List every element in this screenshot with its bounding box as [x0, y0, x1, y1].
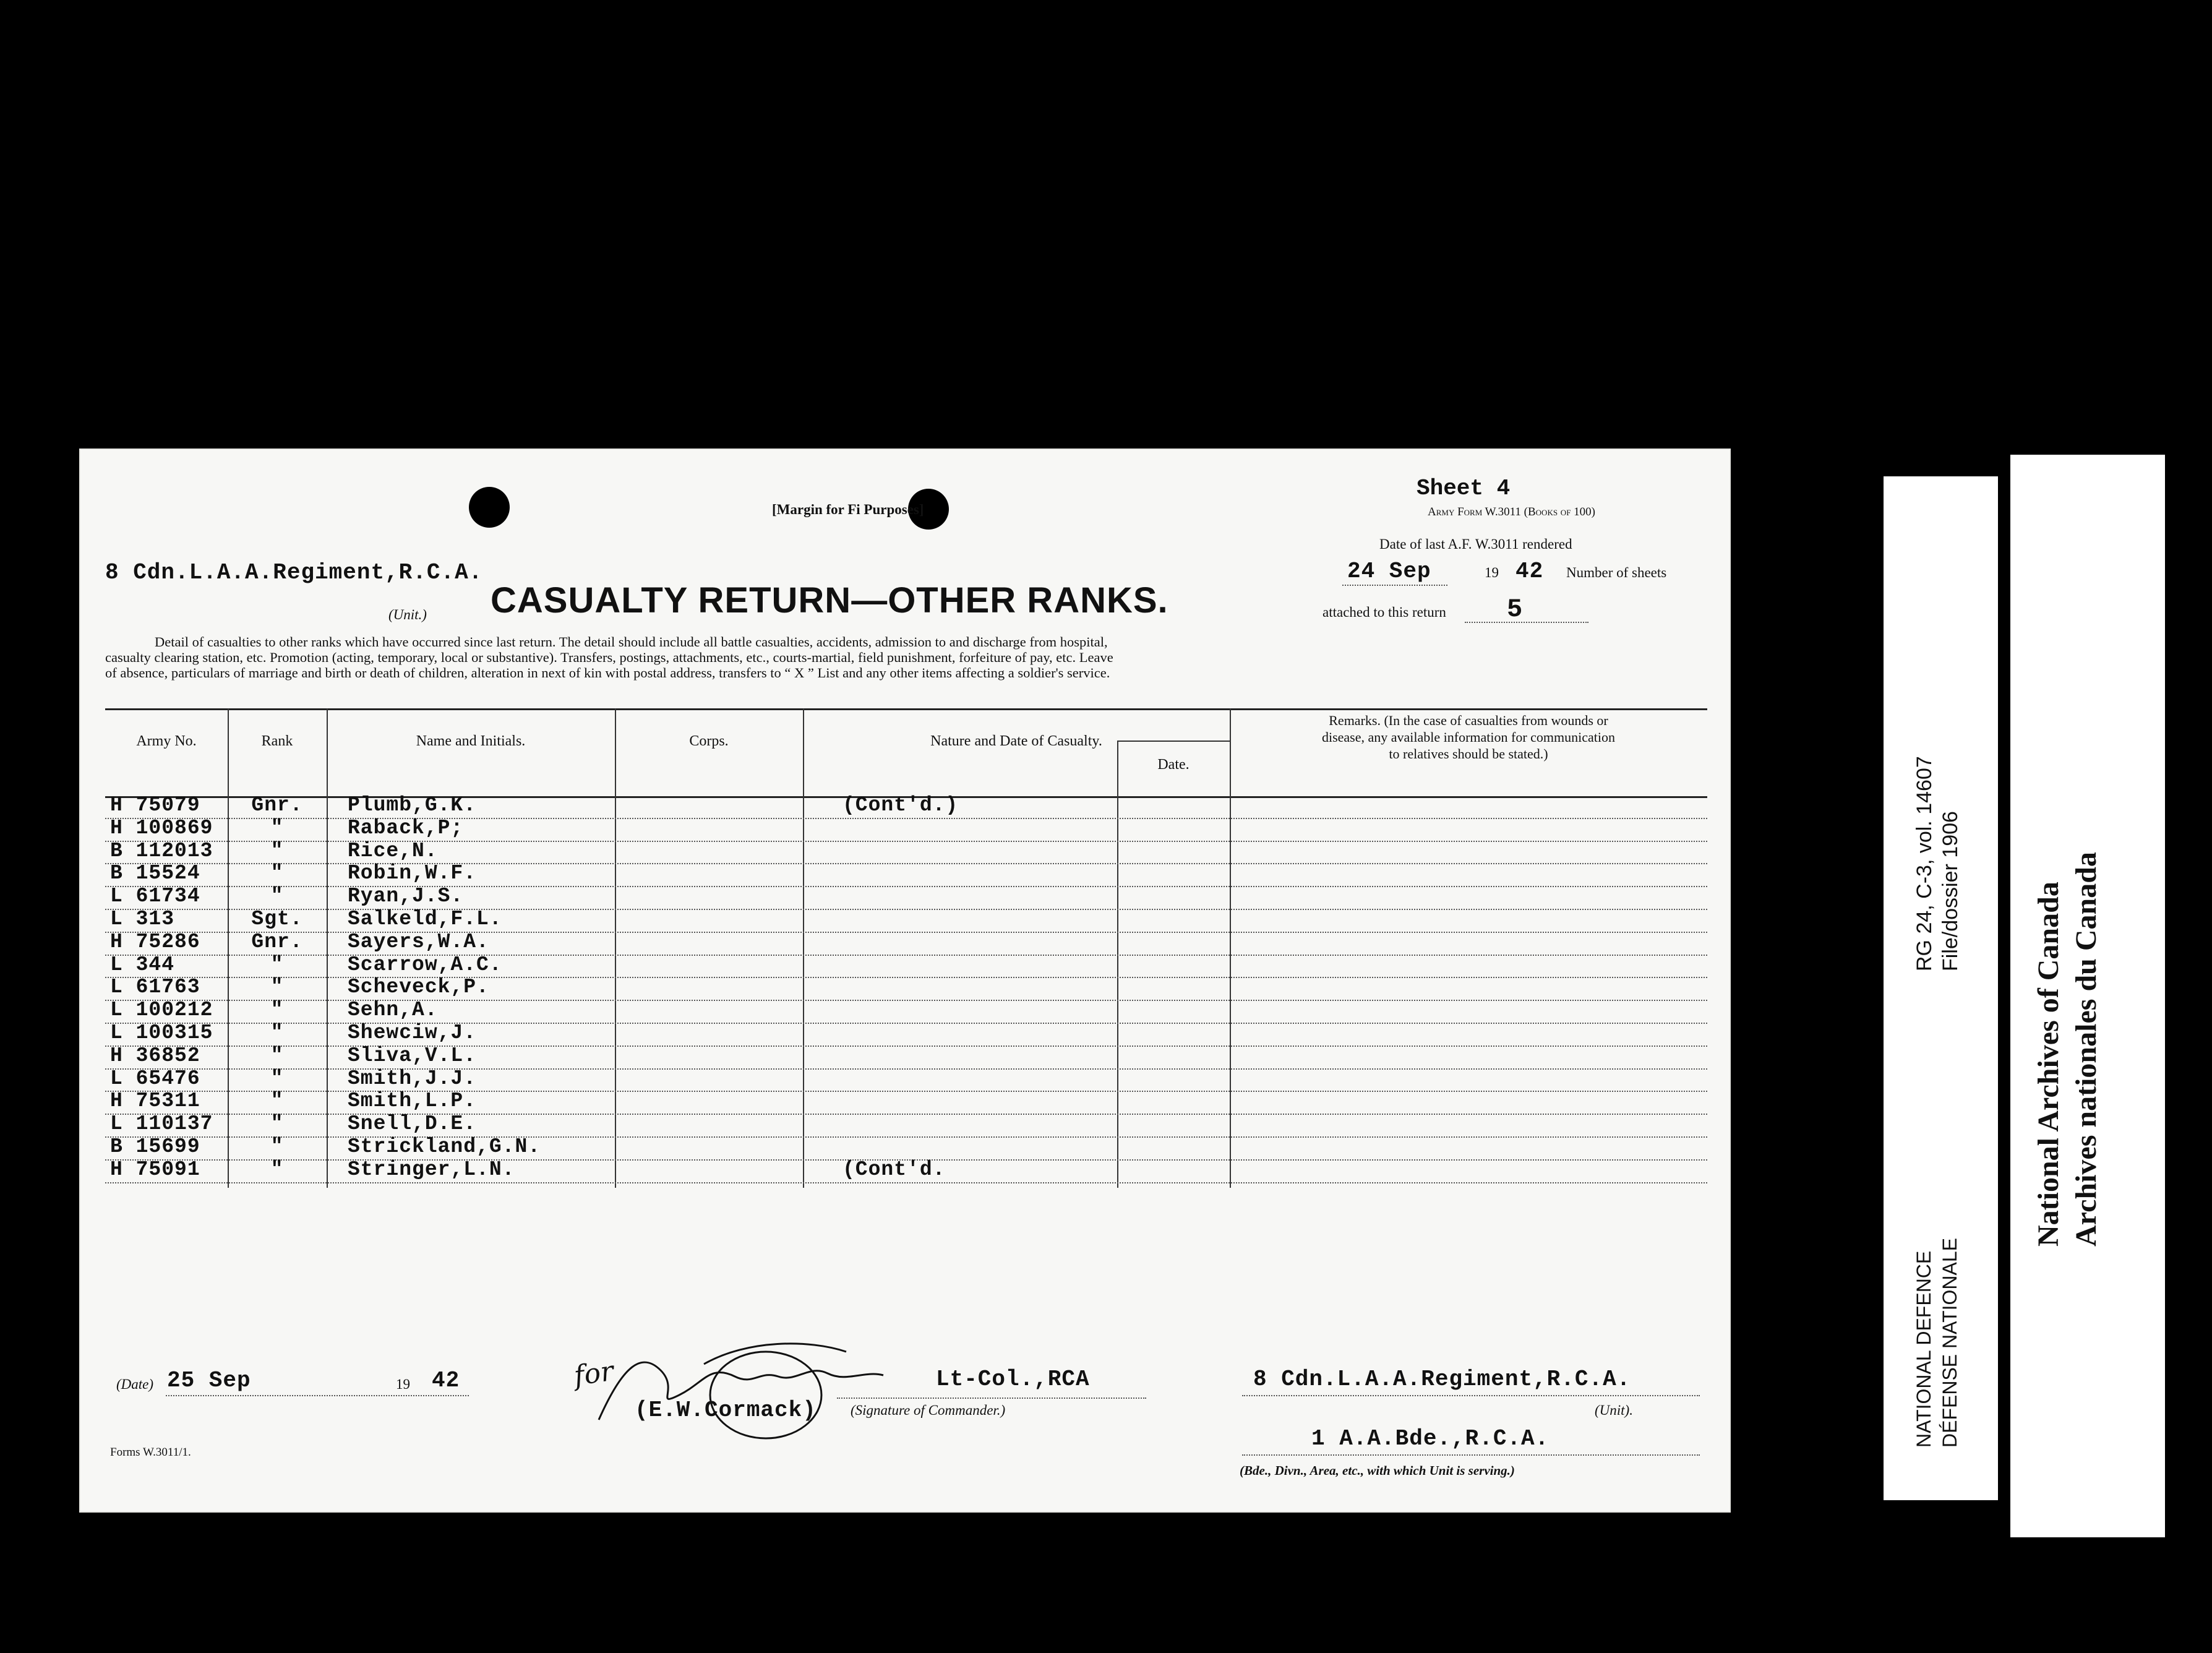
archive-name-french: Archives nationales du Canada: [2070, 852, 2103, 1247]
cell-name: Scheveck,P.: [348, 976, 489, 999]
date-last-year: 42: [1515, 559, 1544, 584]
header-remarks-line: disease, any available information for communication: [1321, 729, 1616, 745]
commander-name: (E.W.Cormack): [635, 1398, 817, 1423]
army-form-number: Army Form W.3011 (Books of 100): [1428, 505, 1596, 518]
cell-rank: ": [270, 998, 284, 1022]
department-line: NATIONAL DEFENCE: [1913, 1250, 1935, 1448]
footer-date-century: 19: [396, 1376, 410, 1392]
form-title: CASUALTY RETURN—OTHER RANKS.: [491, 580, 1168, 620]
cell-army-no: B 15524: [110, 862, 200, 885]
cell-name: Sayers,W.A.: [348, 930, 489, 953]
cell-army-no: L 313: [110, 908, 175, 930]
casualty-table: [105, 708, 1707, 1188]
footer-date-year: 42: [432, 1368, 460, 1393]
table-row: [105, 816, 1707, 842]
cell-rank: ": [270, 885, 284, 908]
table-row: [105, 930, 1707, 956]
department-line: DÉFENSE NATIONALE: [1939, 1237, 1961, 1448]
cell-army-no: B 112013: [110, 839, 213, 862]
cell-army-no: L 61734: [110, 885, 200, 908]
cell-rank: ": [270, 1135, 284, 1158]
cell-name: Raback,P;: [348, 816, 464, 839]
table-row: [105, 864, 1707, 887]
header-remarks-line: Remarks. (In the case of casualties from wounds or: [1329, 713, 1608, 728]
table-row: [105, 910, 1707, 933]
footer-date-value: 25 Sep: [167, 1368, 251, 1393]
cell-rank: ": [270, 816, 284, 839]
punch-hole: [469, 487, 510, 528]
archive-name-english: National Archives of Canada: [2032, 882, 2065, 1247]
table-row: [105, 998, 1707, 1024]
footer-bde-value: 1 A.A.Bde.,R.C.A.: [1311, 1426, 1550, 1451]
table-row: [105, 1044, 1707, 1070]
cell-name: Rice,N.: [348, 839, 438, 862]
cell-name: Ryan,J.S.: [348, 885, 464, 908]
footer-bde-label: (Bde., Divn., Area, etc., with which Unit is serving.): [1240, 1463, 1515, 1478]
header-army-no: Army No.: [136, 733, 197, 749]
cell-rank: Gnr.: [251, 794, 303, 817]
instructions-line: casualty clearing station, etc. Promotion (acting, temporary, local or substantive). Transfers, postings, attachments, etc., courts-martial, field punishment, forfeiture of pay, etc. Leave: [105, 650, 1113, 665]
cell-name: Scarrow,A.C.: [348, 953, 502, 976]
forms-number: Forms W.3011/1.: [110, 1446, 191, 1459]
cell-name: Sehn,A.: [348, 998, 438, 1022]
table-top-rule: [105, 708, 1707, 710]
table-row: [105, 796, 1707, 819]
cell-name: Smith,L.P.: [348, 1089, 477, 1113]
cell-name: Salkeld,F.L.: [348, 908, 502, 930]
header-date: Date.: [1157, 757, 1190, 773]
header-remarks-line: to relatives should be stated.): [1389, 746, 1548, 762]
attached-value: 5: [1507, 595, 1524, 624]
header-name: Name and Initials.: [416, 733, 526, 749]
table-row: [105, 887, 1707, 910]
cell-army-no: H 36852: [110, 1044, 200, 1067]
cell-army-no: L 61763: [110, 976, 200, 999]
cell-rank: ": [270, 1089, 284, 1113]
cell-name: Robin,W.F.: [348, 862, 477, 885]
table-row: [105, 978, 1707, 1001]
instructions: [105, 634, 1707, 681]
date-last-label: Date of last A.F. W.3011 rendered: [1379, 536, 1572, 552]
margin-note: [Margin for Fi Purposes]: [772, 502, 924, 517]
date-dotted-line: [1342, 585, 1447, 586]
cell-nature: (Cont'd.): [842, 794, 959, 817]
cell-army-no: L 110137: [110, 1112, 213, 1136]
signature-for: for: [572, 1355, 616, 1393]
table-body: [105, 796, 1707, 1188]
sheet-number: Sheet 4: [1417, 476, 1511, 501]
cell-name: Shewciw,J.: [348, 1021, 477, 1044]
cell-rank: ": [270, 839, 284, 862]
cell-nature: (Cont'd.: [842, 1157, 946, 1181]
unit-name: 8 Cdn.L.A.A.Regiment,R.C.A.: [105, 560, 483, 585]
cell-army-no: H 75311: [110, 1089, 200, 1113]
table-row: [105, 1089, 1707, 1115]
date-last-century: 19: [1485, 565, 1499, 580]
cell-rank: ": [270, 1021, 284, 1044]
date-last-day-month: 24 Sep: [1347, 559, 1431, 584]
table-row: [105, 1067, 1707, 1093]
table-row: [105, 1157, 1707, 1183]
cell-name: Strickland,G.N.: [348, 1135, 541, 1158]
footer-date-label: (Date): [116, 1376, 154, 1392]
cell-rank: ": [270, 976, 284, 999]
header-corps: Corps.: [689, 733, 729, 749]
cell-army-no: H 75286: [110, 930, 200, 953]
footer-unit-value: 8 Cdn.L.A.A.Regiment,R.C.A.: [1253, 1367, 1631, 1392]
row-dotted-line: [105, 1182, 1707, 1183]
cell-army-no: H 75079: [110, 794, 200, 817]
casualty-return-form: [79, 449, 1731, 1513]
cell-name: Stringer,L.N.: [348, 1157, 515, 1181]
attached-dotted-line: [1465, 622, 1588, 623]
cell-name: Plumb,G.K.: [348, 794, 477, 817]
unit-label: (Unit.): [388, 607, 427, 622]
cell-rank: Sgt.: [251, 908, 303, 930]
footer-unit-label: (Unit).: [1595, 1402, 1633, 1418]
signature-label: (Signature of Commander.): [851, 1402, 1006, 1418]
table-row: [105, 839, 1707, 865]
number-of-sheets-label: Number of sheets: [1566, 565, 1667, 580]
cell-rank: ": [270, 1067, 284, 1090]
table-row: [105, 1021, 1707, 1047]
instructions-line: of absence, particulars of marriage and birth or death of children, alteration in next of kin with postal address, transfers to “ X ” List and any other items affecting a soldier's service.: [105, 665, 1110, 681]
cell-rank: ": [270, 1044, 284, 1067]
table-row: [105, 1135, 1707, 1161]
header-rank: Rank: [261, 733, 293, 749]
cell-rank: ": [270, 953, 284, 976]
header-nature: Nature and Date of Casualty.: [930, 733, 1102, 749]
cell-army-no: L 344: [110, 953, 175, 976]
cell-name: Sliva,V.L.: [348, 1044, 477, 1067]
table-row: [105, 953, 1707, 979]
cell-army-no: L 65476: [110, 1067, 200, 1090]
cell-army-no: H 75091: [110, 1157, 200, 1181]
cell-rank: ": [270, 1112, 284, 1136]
archive-ref-line: File/dossier 1906: [1939, 811, 1962, 971]
commander-rank: Lt-Col.,RCA: [936, 1367, 1090, 1392]
attached-label: attached to this return: [1322, 604, 1446, 620]
archive-ref-line: RG 24, C-3, vol. 14607: [1913, 756, 1936, 971]
cell-name: Smith,J.J.: [348, 1067, 477, 1090]
cell-army-no: B 15699: [110, 1135, 200, 1158]
cell-rank: ": [270, 862, 284, 885]
instructions-line: Detail of casualties to other ranks which have occurred since last return. The detail should include all battle casualties, accidents, admission to and discharge from hospital,: [155, 634, 1108, 650]
signature-line: [837, 1398, 1146, 1399]
cell-army-no: L 100315: [110, 1021, 213, 1044]
footer-unit-line: [1242, 1395, 1700, 1396]
table-row: [105, 1112, 1707, 1138]
cell-army-no: L 100212: [110, 998, 213, 1022]
footer-bde-line: [1242, 1454, 1700, 1456]
cell-rank: ": [270, 1157, 284, 1181]
footer-date-line: [166, 1395, 469, 1396]
header-remarks: [1230, 712, 1707, 762]
cell-name: Snell,D.E.: [348, 1112, 477, 1136]
cell-army-no: H 100869: [110, 816, 213, 839]
cell-rank: Gnr.: [251, 930, 303, 953]
